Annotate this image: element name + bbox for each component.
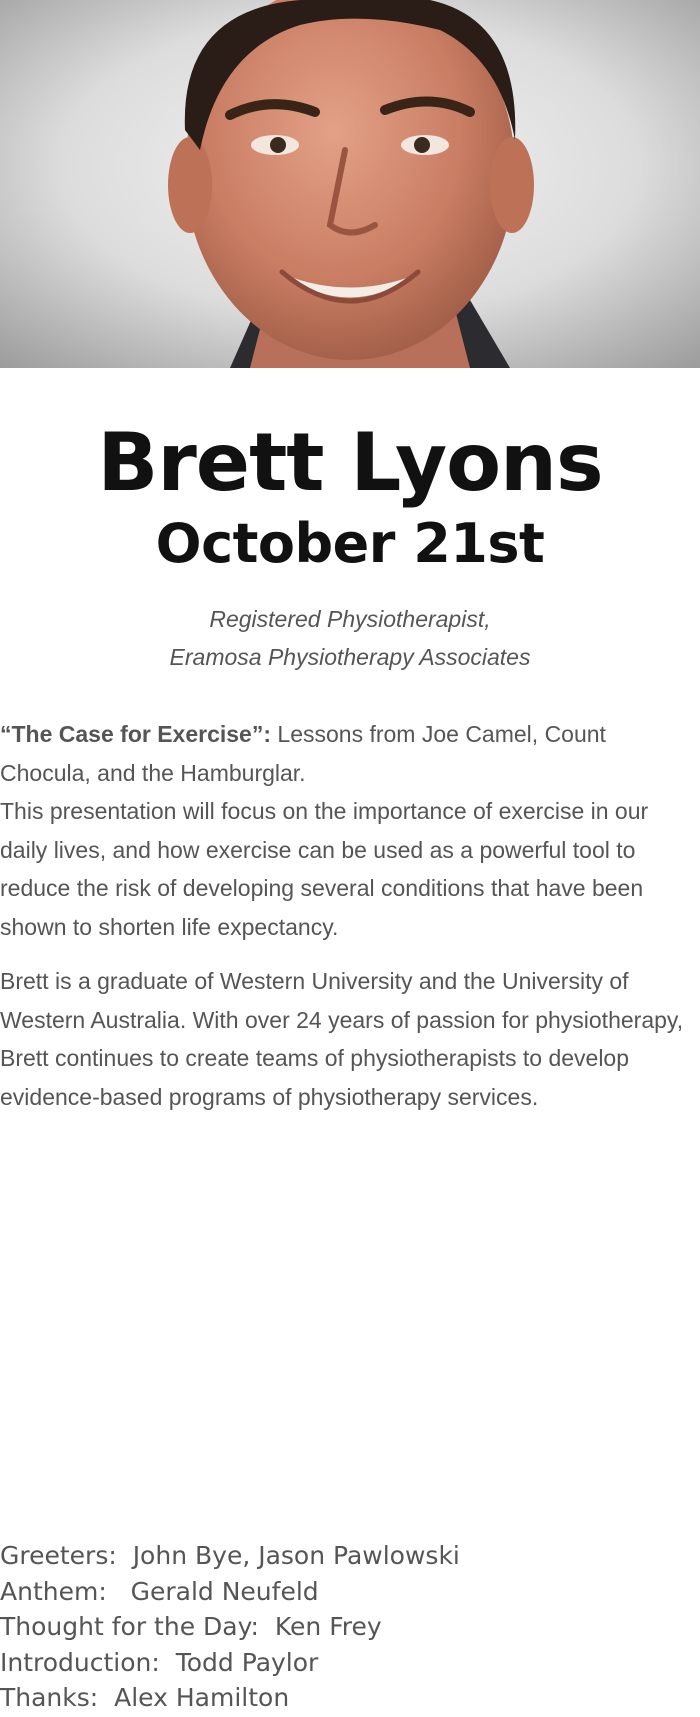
role-thought-for-the-day [0,1609,700,1645]
role-value: Alex Hamilton [114,1683,290,1713]
talk-title: “The Case for Exercise”: [0,721,272,747]
role-label: Thanks: [0,1683,99,1713]
role-introduction [0,1645,700,1681]
role-label: Greeters: [0,1541,117,1570]
talk-summary [0,715,700,946]
credential-line: Eramosa Physiotherapy Associates [169,644,531,670]
credential-line: Registered Physiotherapist, [209,606,491,632]
speaker-name: Brett Lyons [97,416,603,509]
role-value: John Bye, Jason Pawlowski [132,1541,460,1570]
role-value: Gerald Neufeld [130,1576,319,1606]
role-anthem [0,1574,700,1610]
speaker-bio: Brett is a graduate of Western University and the University of Western Australia. With over 24 years of passion for physiotherapy, Brett continues to create teams of physiotherapists to develop evidence-based programs of physiotherapy services. [0,968,684,1110]
role-value: Todd Paylor [175,1647,319,1677]
role-greeters [0,1538,700,1574]
talk-description: This presentation will focus on the importance of exercise in our daily lives, and how exercise can be used as a powerful tool to reduce the risk of developing several conditions that have been shown to shorten life expectancy. [0,798,649,940]
role-value: Ken Frey [274,1612,382,1642]
role-thanks [0,1680,700,1716]
meeting-roles [0,1538,700,1716]
event-date: October 21st [155,512,545,575]
role-label: Introduction: [0,1647,160,1677]
speaker-photo [0,0,700,368]
speaker-credentials [0,600,700,676]
role-label: Thought for the Day: [0,1612,259,1642]
role-label: Anthem: [0,1576,107,1606]
talk-subtitle: Lessons from Joe Camel, Count Chocula, and the Hamburglar. [0,721,606,786]
